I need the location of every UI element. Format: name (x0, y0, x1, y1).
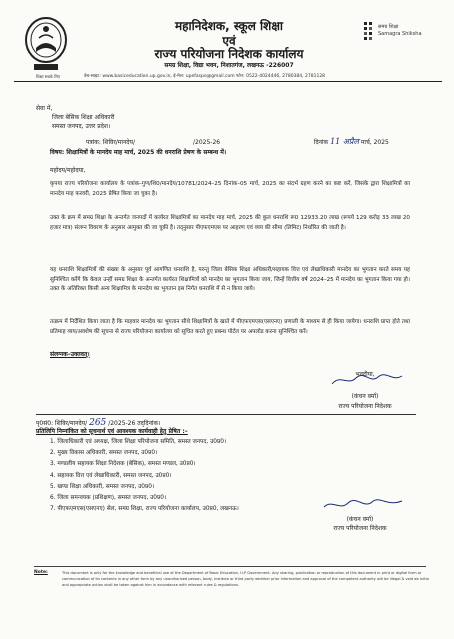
reference-row (86, 136, 406, 147)
signatory-name: (कंचन वर्मा) (351, 393, 379, 400)
samagra-caption-english: Samagra Shiksha (378, 31, 422, 37)
list-item: 2. मुख्य विकास अधिकारी, समस्त जनपद, उ0प्र0। (50, 450, 158, 457)
paragraph-4: तत्क्रम में निर्देशित किया जाता है कि माहवार मानदेय का भुगतान सीधे शिक्षामित्रों के खाते में पीएफएमएस(एसएनए) प्रणाली के माध्यम से ही किया जायेगा। धनराशि प्राप्त होते तथा प्रतिमाह व्यय/अवशेष की सूचना से राज्य परियोजना कार्यालय को सूचित करते हुए प्रबन्ध पोर्टल पर अपलोड करना सुनिश्चित करें। (50, 319, 410, 335)
handwritten-signature (322, 372, 412, 388)
list-item: 1. जिलाधिकारी एवं अध्यक्ष, जिला शिक्षा परियोजना समिति, समस्त जनपद, उ0प्र0। (50, 439, 227, 445)
date-handwritten: 11 अप्रैल (330, 137, 359, 146)
samagra-shiksha-caption (378, 24, 422, 38)
copy-heading: प्रतिलिपि निम्नांकित को सूचनार्थ एवं आवश्यक कार्यवाही हेतु प्रेषित :– (36, 428, 188, 435)
enclosure-note: संलग्नक–उक्तवत्। (50, 351, 90, 358)
footer-note-label: Note: (34, 570, 48, 575)
letterhead-address: समग्र शिक्षा, विद्या भवन, निशातगंज, लखनऊ -226007 (164, 62, 294, 69)
date-label: दिनांक (313, 139, 329, 146)
signature-block-2 (300, 505, 420, 533)
list-item: 6. जिला समन्वयक (प्रशिक्षण), समस्त जनपद, उ0प्र0। (50, 495, 167, 502)
paragraph-1: कृपया राज्य परियोजना कार्यालय के पत्रांक–गुण/शि0/मानदेय/10781/2024–25 दिनांक–05 मार्च, 2025 का संदर्भ ग्रहण करने का कष्ट करें, जिसके द्वारा शिक्षामित्रों का मानदेय माह फरवरी, 2025 प्रेषित किया जा चुका है। (50, 181, 410, 197)
signature-space-2 (300, 505, 420, 515)
salutation: महोदय/महोदया, (50, 167, 86, 174)
footer-divider (34, 566, 426, 567)
patrank-year: /2025-26 (192, 139, 221, 146)
copy-year-date: /2025-26 तद्‌दिनांक। (108, 420, 161, 427)
copy-number-handwritten: 265 (89, 418, 107, 428)
list-item: 3. मण्डलीय सहायक शिक्षा निदेशक (बेसिक), समस्त मण्डल, उ0प्र0। (50, 461, 196, 468)
recipient-line1: जिला बेसिक शिक्षा अधिकारी (52, 114, 115, 121)
recipient-block (36, 104, 256, 131)
paragraph-3: यह धनराशि शिक्षामित्रों की संख्या के अनुसार पूर्व आगणित धनराशि है, परन्तु जिला बेसिक शिक्षा अधिकारी/सहायक वित्त एवं लेखाधिकारी मानदेय का भुगतान करते समय यह सुनिश्चित करेंगे कि केवल उन्हीं समग्र शिक्षा के अन्तर्गत कार्यरत शिक्षामित्रों को मानदेय का भुगतान किया जाय, जिन्हें वित्तीय वर्ष 2024–25 में मानदेय का भुगतान किया गया हो। उक्त के अतिरिक्त किसी अन्य शिक्षामित्र के मानदेय का भुगतान इस निर्गत धनराशि में से न किया जाये। (50, 267, 410, 292)
emblem-caption: शिक्षा सबके लिए (35, 74, 61, 79)
signatory-name-2: (कंचन वर्मा) (346, 516, 374, 523)
sarva-shiksha-emblem (22, 16, 70, 76)
list-item: 4. सहायक वित्त एवं लेखाधिकारी, समस्त जनपद, उ0प्र0। (50, 472, 172, 479)
letterhead-office: राज्य परियोजना निदेशक कार्यालय (154, 47, 304, 61)
list-item: 7. पीएफएमएस(एसएनए) सेल, समग्र शिक्षा, राज्य परियोजना कार्यालय, उ0प्र0, लखनऊ। (50, 506, 239, 513)
copy-divider (36, 414, 416, 415)
header-divider (14, 81, 442, 82)
copy-patrank-label: पृ0सं0: शिविर/मानदेय/ (36, 420, 88, 427)
subject-line: विषय: शिक्षामित्रों के मानदेय माह मार्च, 2025 की धनराशि प्रेषण के सम्बन्ध में। (50, 149, 227, 156)
letterhead-title: महानिदेशक, स्कूल शिक्षा (174, 19, 284, 33)
closing-bhavadiya: भवदीया, (355, 371, 375, 378)
patrank-label: पत्रांक: शिविर/मानदेय/ (86, 139, 135, 146)
list-item: 5. खण्ड शिक्षा अधिकारी, समस्त जनपद, उ0प्र0। (50, 483, 155, 490)
signatory-designation: राज्य परियोजना निदेशक (338, 403, 392, 410)
recipient-salutation: सेवा में, (36, 105, 53, 112)
letterhead-conjunction: एवं (222, 34, 236, 48)
samagra-caption-hindi: समग्र शिक्षा (378, 24, 399, 30)
footer-note-text: This document is only for the knowledge and beneficial use of the Department of Basic Education, U.P Government. Any sharing, publication or reproduction of this document in print or digital form or communication of its contents in any other form by any unauthorized person, body, institute or third party whether prior information and approval of the competent authority will be illegal & void ab initio and appropriate action shall be taken against him in accordance with relevant rules & regulations. (62, 571, 429, 587)
signatory-designation-2: राज्य परियोजना निदेशक (333, 525, 387, 532)
paragraph-2: उक्त के क्रम में समग्र शिक्षा के अन्तर्गत जनपदों में कार्यरत शिक्षामित्रों का मानदेय माह मार्च, 2025 की कुल धनराशि रू0 12933.20 लाख (रूपये 129 करोड़ 33 लाख 20 हजार मात्र) संलग्न विवरण के अनुसार आमुक्त की जा चुकी है। तद्नुसार पीएफएमएस पर आहरण एवं व्यय की सीमा (लिमिट) निर्धारित की जाती है। (50, 215, 410, 231)
date-year: मार्च, 2025 (360, 139, 389, 146)
contact-details: वेब-साइट: www.basiceducation.up.gov.in, ई-मेल: upefaspo@gmail.com फोन: 0522-4024446, 2780384, 2781128 (84, 74, 326, 79)
recipient-line2: समस्त जनपद, उत्तर प्रदेश। (52, 123, 111, 130)
